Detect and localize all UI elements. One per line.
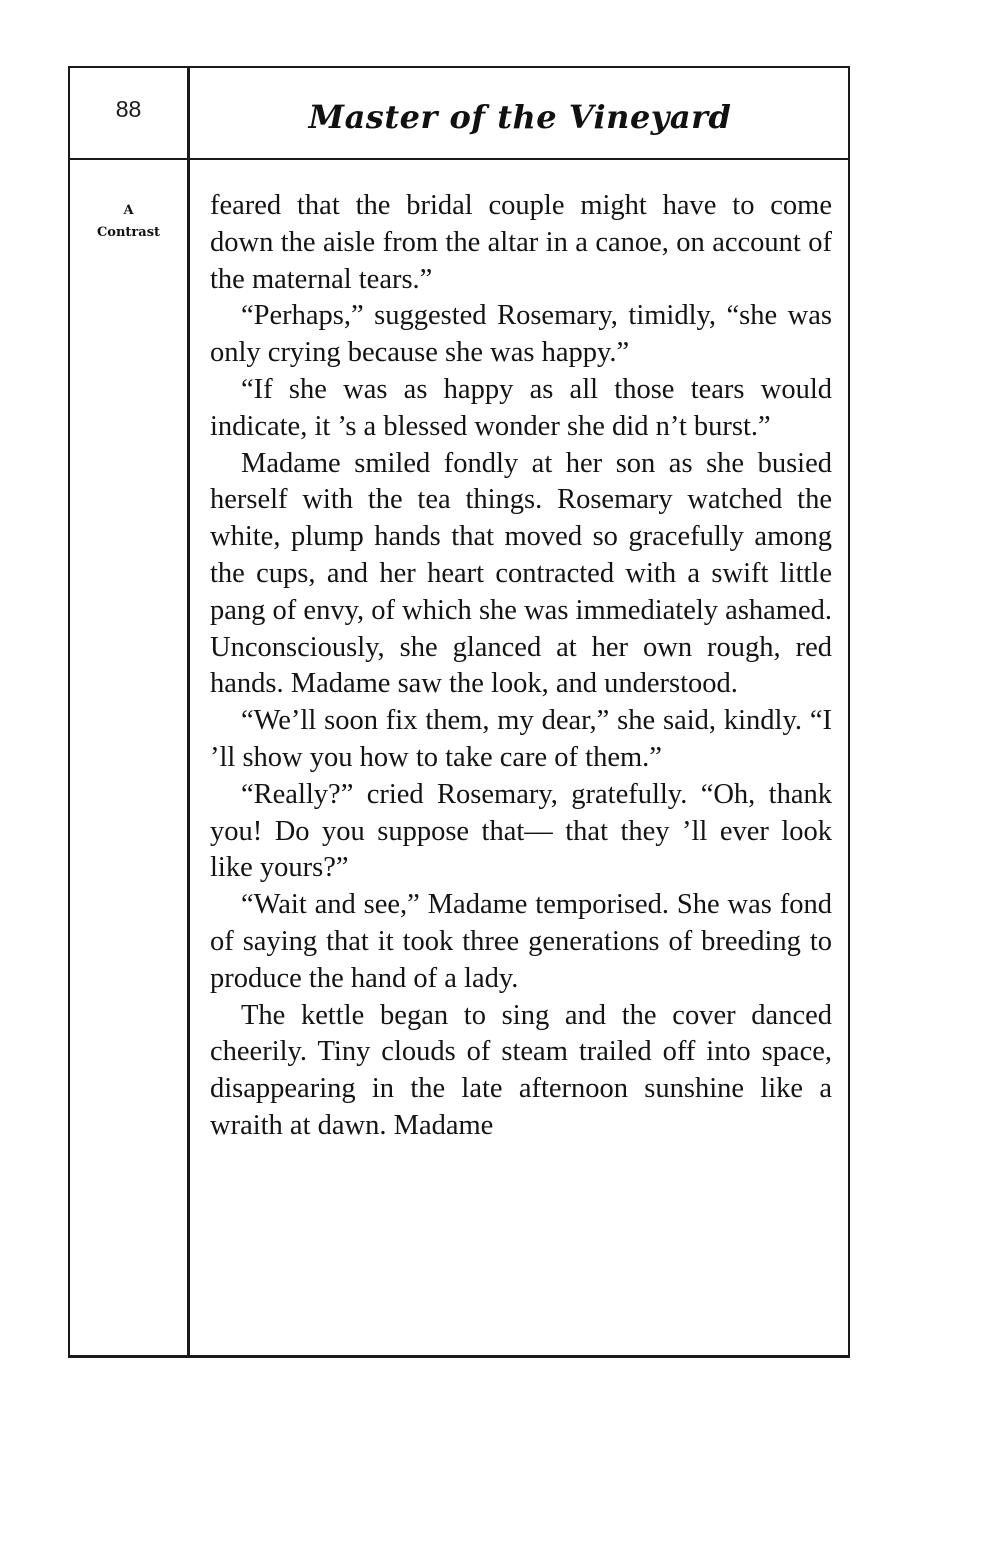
paragraph: “If she was as happy as all those tears would indicate, it ’s a blessed wonder she did n’t burst.” — [210, 373, 832, 442]
paragraph: “Perhaps,” suggested Rosemary, timidly, “she was only crying because she was happy.” — [210, 300, 832, 369]
header-rule — [68, 158, 850, 160]
running-title: Master of the Vineyard — [308, 98, 732, 136]
paragraph: “We’ll soon fix them, my dear,” she said, kindly. “I ’ll show you how to take care of them.” — [210, 705, 832, 773]
margin-column-divider — [187, 66, 190, 1358]
margin-note-line-1: A — [123, 203, 134, 218]
body-text — [210, 188, 832, 1145]
margin-note-line-2: Contrast — [96, 225, 161, 240]
paragraph: The kettle began to sing and the cover danced cheerily. Tiny clouds of steam trailed off into space, disappearing in the late afternoon sunshine like a wraith at dawn. Madame — [210, 999, 832, 1141]
paragraph: “Wait and see,” Madame temporised. She was fond of saying that it took three generations of breeding to produce the hand of a lady. — [210, 889, 832, 994]
paragraph: feared that the bridal couple might have to come down the aisle from the altar in a canoe, on account of the maternal tears.” — [210, 190, 832, 295]
paragraph: Madame smiled fondly at her son as she busied herself with the tea things. Rosemary watched the white, plump hands that moved so gracefully among the cups, and her heart contracted with a swift little pang of envy, of which she was immediately ashamed. Unconsciously, she glanced at her own rough, red hands. Madame saw the look, and understood. — [210, 447, 832, 700]
paragraph: “Really?” cried Rosemary, gratefully. “Oh, thank you! Do you suppose that–– that they ’ll ever look like yours?” — [210, 778, 832, 884]
page-number: 88 — [115, 96, 142, 122]
margin-note — [72, 200, 185, 244]
